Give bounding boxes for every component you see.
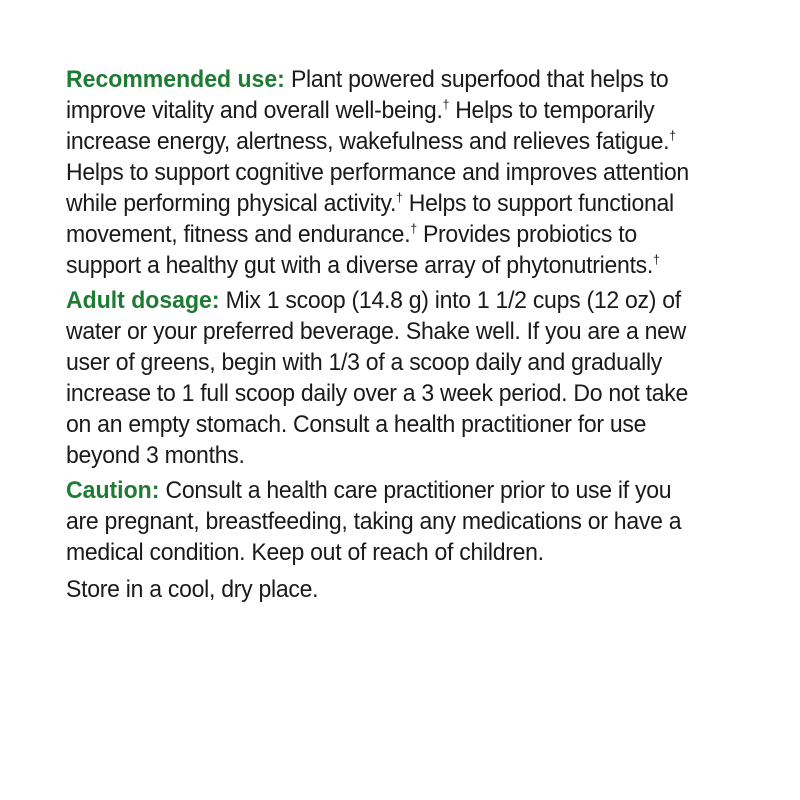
dagger-mark: † [653,252,660,267]
recommended-use-text-4: Helps to support functional movement, fitness and endurance. [66,190,674,248]
storage-section [66,574,705,605]
dagger-mark: † [396,190,403,205]
recommended-use-section [66,64,705,281]
adult-dosage-section [66,285,705,471]
adult-dosage-text: Mix 1 scoop (14.8 g) into 1 1/2 cups (12 oz) of water or your preferred beverage. Shake well. If you are a new user of greens, begin with 1/3 of a scoop daily and gradually increase to 1 full scoop daily over a 3 week period. Do not take on an empty stomach. Consult a health practitioner for use beyond 3 months. [66,287,689,469]
recommended-use-text-3: Helps to support cognitive performance and improves attention while performing physical activity. [66,159,689,217]
caution-heading: Caution: [66,477,160,504]
dagger-mark: † [410,221,417,236]
storage-text: Store in a cool, dry place. [66,576,319,603]
recommended-use-text-1: Plant powered superfood that helps to improve vitality and overall well-being. [66,66,669,124]
label-text-panel [66,64,705,609]
dagger-mark: † [442,97,450,112]
caution-section [66,475,705,568]
recommended-use-text-5: Provides probiotics to support a healthy gut with a diverse array of phytonutrients. [66,221,654,279]
dagger-mark: † [669,128,676,143]
recommended-use-text-2: Helps to temporarily increase energy, alertness, wakefulness and relieves fatigue. [66,97,670,155]
adult-dosage-heading: Adult dosage: [66,287,220,314]
caution-text: Consult a health care practitioner prior to use if you are pregnant, breastfeeding, taking any medications or have a medical condition. Keep out of reach of children. [66,477,682,566]
recommended-use-heading: Recommended use: [66,66,285,93]
